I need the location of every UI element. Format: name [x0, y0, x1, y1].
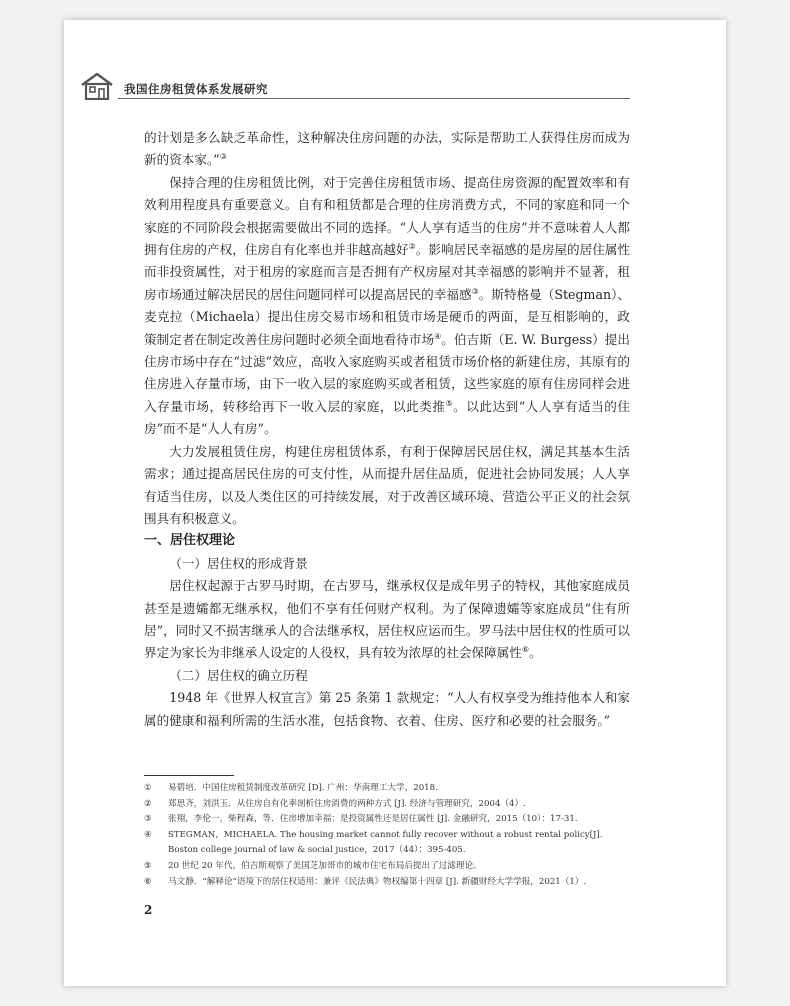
house-icon — [80, 72, 114, 100]
paragraph-3: 大力发展租赁住房，构建住房租赁体系，有利于保障居民居住权，满足其基本生活需求；通过提高居民住房的可支付性，从而提升居住品质，促进社会协同发展；人人享有适当住房，以及人类住区的可持续发展，对于改善区域环境、营造公平正义的社会氛围具有积极意义。 — [144, 443, 630, 526]
header-rule — [118, 98, 630, 99]
page-number: 2 — [144, 903, 153, 917]
footnote-ref: ④ — [434, 331, 442, 341]
paragraph-4: 居住权起源于古罗马时期，在古罗马，继承权仅是成年男子的特权，其他家庭成员甚至是遗孀都无继承权，他们不享有任何财产权利。为了保障遗孀等家庭成员“住有所居”，同时又不损害继承人的合法继承权，居住权应运而生。罗马法中居住权的性质可以界定为家长为非继承人设定的人役权，具有较为浓厚的社会保障属性⑥。 — [144, 578, 630, 661]
footnote-ref: ③ — [471, 286, 479, 296]
paragraph-5: 1948 年《世界人权宣言》第 25 条第 1 款规定：“人人有权享受为维持他本人和家属的健康和福利所需的生活水准，包括食物、衣着、住房、医疗和必要的社会服务。” — [144, 690, 630, 728]
footnotes — [144, 781, 634, 890]
paragraph-2: 保持合理的住房租赁比例，对于完善住房租赁市场、提高住房资源的配置效率和有效利用程度具有重要意义。自有和租赁都是合理的住房消费方式，不同的家庭和同一个家庭的不同阶段会根据需要做出不同的选择。“人人享有适当的住房”并不意味着人人都拥有住房的产权，住房自有化率也并非越高越好②。影响居民幸福感的是房屋的居住属性而非投资属性，对于租房的家庭而言是否拥有产权房屋对其幸福感的影响并不显著，租房市场通过解决居民的居住问题同样可以提高居民的幸福感③。斯特格曼（Stegman）、麦克拉（Michaela）提出住房交易市场和租赁市场是硬币的两面，是互相影响的，政策制定者在制定改善住房问题时必须全面地看待市场④。伯吉斯（E. W. Burgess）提出住房市场中存在“过滤”效应，高收入家庭购买或者租赁市场价格的新建住房，其原有的住房进入存量市场，由下一收入层的家庭购买或者租赁，这些家庭的原有住房同样会进入存量市场，转移给再下一收入层的家庭，以此类推⑤。以此达到“人人享有适当的住房”而不是“人人有房”。 — [144, 174, 631, 437]
footnote-ref: ③ — [219, 152, 227, 162]
paragraph-1: 的计划是多么缺乏革命性，这种解决住房问题的办法，实际是帮助工人获得住房而成为新的资本家。”③ — [144, 130, 630, 168]
footnote-ref: ⑤ — [445, 398, 454, 408]
footnote: ② 郑思齐，刘洪玉．从住房自有化率剖析住房消费的两种方式 [J]. 经济与管理研究，2004（4）. — [144, 798, 526, 809]
footnote: ③ 张翔，李伦一，柴程森，等．住房增加幸福：是投资属性还是居住属性 [J]. 金融研究，2015（10）：17-31. — [144, 814, 578, 825]
section-heading: 一、居住权理论 — [144, 533, 236, 549]
body-text — [144, 127, 630, 732]
footnote-ref: ② — [408, 241, 416, 251]
footnote: ④ STEGMAN，MICHAELA. The housing market cannot fully recover without a robust rental policy[J]. Boston college journal of law & social justice，2017（44）：395-405. — [144, 829, 603, 856]
subsection-heading-1: （一）居住权的形成背景 — [169, 555, 308, 571]
footnote: ① 易碧培．中国住房租赁制度改革研究 [D]. 广州：华南理工大学，2018. — [144, 783, 438, 793]
running-header — [80, 72, 628, 102]
footnote-rule — [144, 775, 234, 776]
footnote: ⑥ 马文静．“解释论”语境下的居住权适用：兼评《民法典》物权编第十四章 [J]. 新疆财经大学学报，2021（1）. — [144, 876, 587, 887]
footnote-ref: ⑥ — [521, 645, 529, 655]
subsection-heading-2: （二）居住权的确立历程 — [169, 667, 308, 683]
footnote: ⑤ 20 世纪 20 年代，伯吉斯观察了美国芝加哥市的城市住宅布局后提出了过滤理论。 — [144, 860, 482, 871]
header-title: 我国住房租赁体系发展研究 — [124, 82, 268, 96]
